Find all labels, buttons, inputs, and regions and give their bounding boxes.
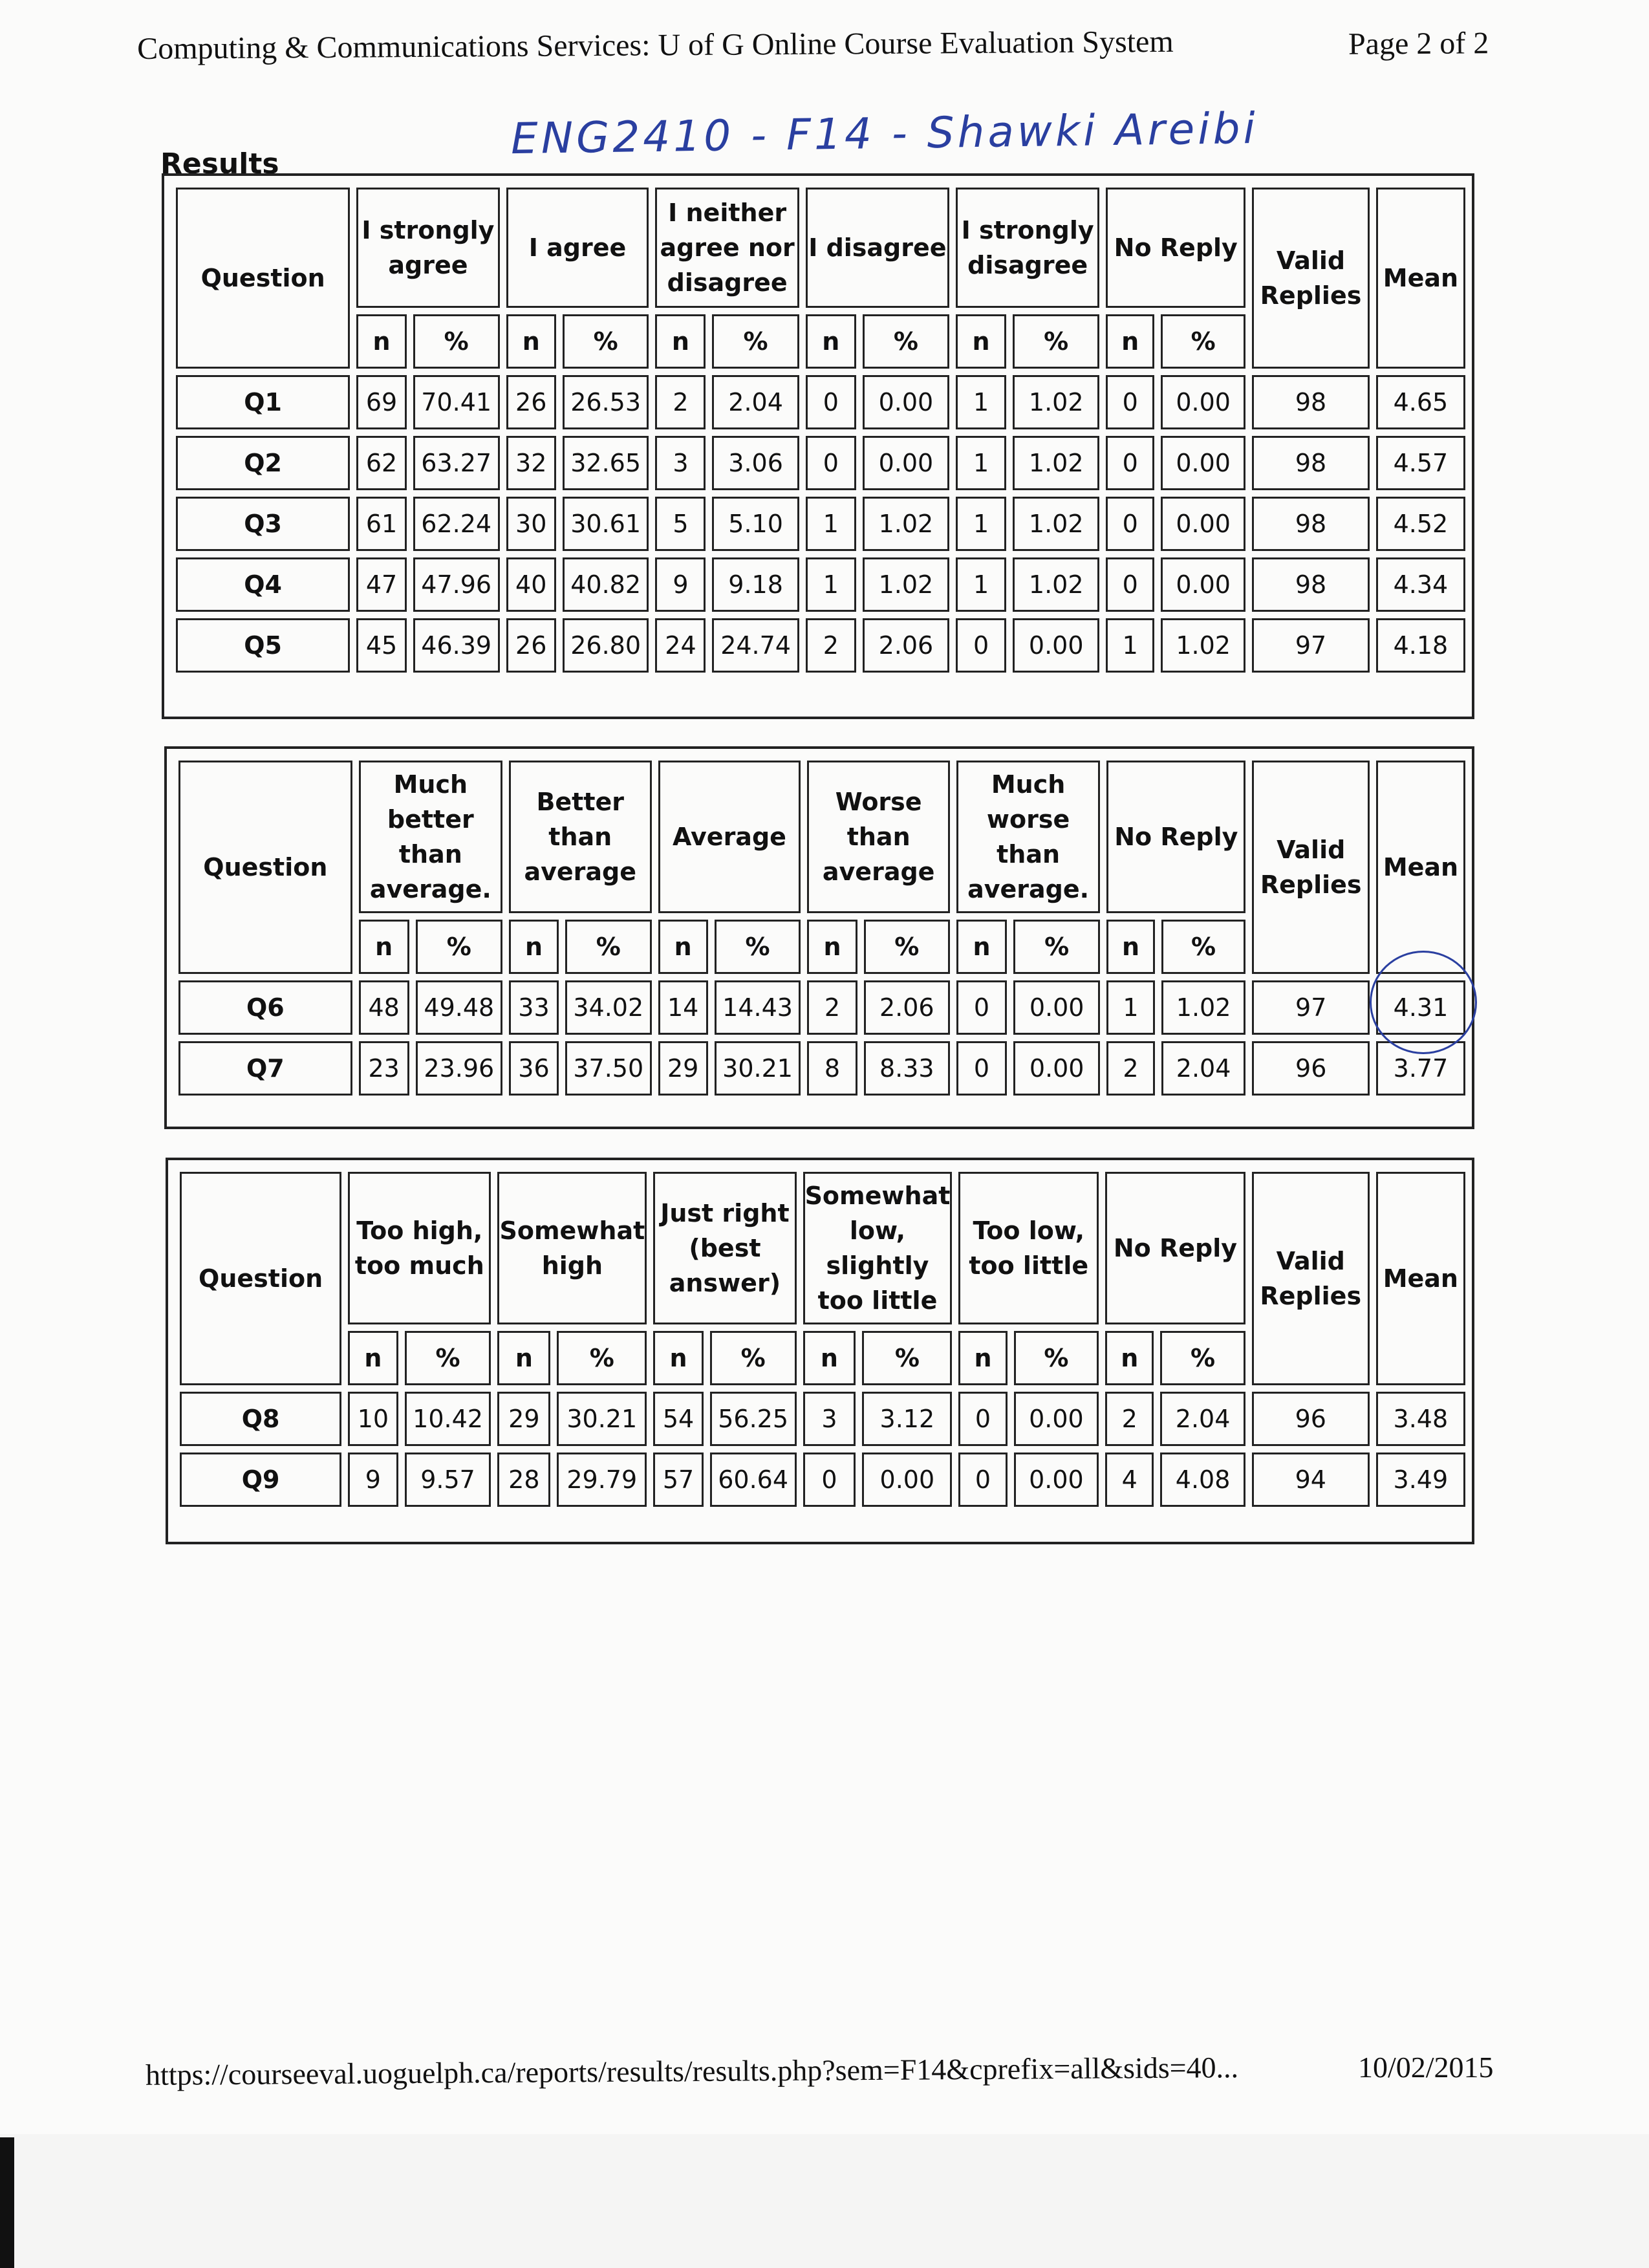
percent-cell: 32.65	[563, 436, 649, 490]
question-id: Q8	[180, 1392, 341, 1446]
percent-subheader: %	[862, 1331, 952, 1385]
percent-cell: 63.27	[413, 436, 500, 490]
percent-cell: 24.74	[712, 618, 799, 673]
column-header: Better than average	[509, 761, 652, 913]
percent-cell: 29.79	[557, 1453, 647, 1507]
valid-replies-cell: 96	[1252, 1392, 1370, 1446]
question-header: Question	[176, 188, 350, 369]
percent-subheader: %	[416, 920, 502, 974]
question-id: Q3	[176, 497, 350, 551]
count-cell: 36	[509, 1041, 559, 1096]
percent-cell: 0.00	[1161, 557, 1245, 612]
handwritten-circle-mark	[1370, 951, 1477, 1054]
percent-cell: 70.41	[413, 375, 500, 429]
percent-cell: 56.25	[710, 1392, 797, 1446]
column-header: Too low, too little	[958, 1172, 1099, 1324]
count-cell: 33	[509, 980, 559, 1035]
percent-cell: 26.80	[563, 618, 649, 673]
percent-cell: 30.21	[557, 1392, 647, 1446]
mean-cell: 3.77	[1376, 1041, 1465, 1096]
count-cell: 3	[655, 436, 706, 490]
count-cell: 28	[497, 1453, 550, 1507]
results-table-workload	[166, 1158, 1474, 1544]
column-header: I neither agree nor disagree	[655, 188, 799, 308]
percent-subheader: %	[563, 314, 649, 369]
question-id: Q6	[178, 980, 352, 1035]
valid-replies-header: Valid Replies	[1252, 761, 1370, 974]
column-header: Somewhat low, slightly too little	[803, 1172, 953, 1324]
count-subheader: n	[655, 314, 706, 369]
percent-cell: 0.00	[863, 436, 949, 490]
percent-subheader: %	[712, 314, 799, 369]
percent-cell: 10.42	[405, 1392, 491, 1446]
column-header: Just right (best answer)	[653, 1172, 796, 1324]
count-cell: 62	[356, 436, 406, 490]
valid-replies-cell: 97	[1252, 980, 1370, 1035]
count-cell: 5	[655, 497, 706, 551]
table-row	[176, 557, 1465, 612]
percent-cell: 1.02	[1013, 436, 1099, 490]
column-header: Average	[658, 761, 801, 913]
percent-cell: 0.00	[1013, 618, 1099, 673]
count-cell: 0	[958, 1392, 1007, 1446]
table-row	[176, 375, 1465, 429]
percent-cell: 0.00	[1161, 497, 1245, 551]
count-cell: 30	[506, 497, 556, 551]
valid-replies-cell: 96	[1252, 1041, 1370, 1096]
count-cell: 14	[658, 980, 708, 1035]
percent-cell: 2.06	[863, 618, 949, 673]
percent-cell: 23.96	[416, 1041, 502, 1096]
count-cell: 0	[958, 1453, 1007, 1507]
mean-header: Mean	[1376, 1172, 1465, 1385]
count-cell: 24	[655, 618, 706, 673]
mean-cell: 4.18	[1376, 618, 1465, 673]
count-subheader: n	[807, 920, 857, 974]
percent-subheader: %	[1013, 314, 1099, 369]
percent-cell: 30.61	[563, 497, 649, 551]
count-cell: 40	[506, 557, 556, 612]
count-subheader: n	[1105, 1331, 1154, 1385]
count-cell: 1	[956, 557, 1006, 612]
column-header: Much worse than average.	[956, 761, 1100, 913]
count-subheader: n	[956, 314, 1006, 369]
count-cell: 0	[956, 1041, 1007, 1096]
mean-header: Mean	[1376, 188, 1465, 369]
percent-cell: 1.02	[1013, 375, 1099, 429]
count-cell: 1	[1106, 618, 1154, 673]
mean-cell: 4.31	[1376, 980, 1465, 1035]
percent-subheader: %	[405, 1331, 491, 1385]
percent-subheader: %	[1161, 920, 1246, 974]
count-cell: 2	[1105, 1392, 1154, 1446]
page-header-title: Computing & Communications Services: U of G Online Course Evaluation System	[137, 24, 1174, 66]
percent-subheader: %	[1160, 1331, 1245, 1385]
count-cell: 69	[356, 375, 406, 429]
percent-cell: 9.18	[712, 557, 799, 612]
percent-cell: 3.12	[862, 1392, 952, 1446]
percent-cell: 30.21	[715, 1041, 801, 1096]
percent-cell: 0.00	[1014, 1392, 1099, 1446]
percent-subheader: %	[565, 920, 652, 974]
count-subheader: n	[509, 920, 559, 974]
mean-cell: 4.57	[1376, 436, 1465, 490]
column-header: No Reply	[1106, 761, 1245, 913]
question-header: Question	[180, 1172, 341, 1385]
column-header: I agree	[506, 188, 649, 308]
count-cell: 1	[806, 557, 856, 612]
valid-replies-cell: 98	[1252, 557, 1370, 612]
question-id: Q1	[176, 375, 350, 429]
count-subheader: n	[359, 920, 409, 974]
results-grid	[172, 754, 1472, 1102]
count-cell: 32	[506, 436, 556, 490]
column-header: I disagree	[806, 188, 949, 308]
results-heading: Results	[160, 147, 279, 180]
count-cell: 3	[803, 1392, 856, 1446]
table-row	[178, 1041, 1465, 1096]
mean-cell: 3.49	[1376, 1453, 1465, 1507]
mean-cell: 4.65	[1376, 375, 1465, 429]
percent-cell: 46.39	[413, 618, 500, 673]
scanner-edge	[0, 2137, 14, 2268]
column-header: Worse than average	[807, 761, 950, 913]
percent-cell: 0.00	[1013, 1041, 1100, 1096]
percent-subheader: %	[715, 920, 801, 974]
count-cell: 2	[1106, 1041, 1155, 1096]
count-cell: 29	[658, 1041, 708, 1096]
count-subheader: n	[958, 1331, 1007, 1385]
percent-cell: 47.96	[413, 557, 500, 612]
table-row	[176, 618, 1465, 673]
count-cell: 0	[1106, 375, 1154, 429]
percent-cell: 1.02	[1161, 618, 1245, 673]
mean-cell: 4.34	[1376, 557, 1465, 612]
column-header: I strongly disagree	[956, 188, 1099, 308]
valid-replies-cell: 94	[1252, 1453, 1370, 1507]
question-header: Question	[178, 761, 352, 974]
percent-subheader: %	[1014, 1331, 1099, 1385]
percent-cell: 1.02	[1013, 497, 1099, 551]
percent-subheader: %	[710, 1331, 797, 1385]
count-subheader: n	[348, 1331, 398, 1385]
count-subheader: n	[356, 314, 406, 369]
count-cell: 0	[1106, 497, 1154, 551]
column-header: No Reply	[1106, 188, 1245, 308]
table-row	[178, 980, 1465, 1035]
count-cell: 10	[348, 1392, 398, 1446]
column-header: I strongly agree	[356, 188, 499, 308]
count-cell: 45	[356, 618, 406, 673]
valid-replies-cell: 97	[1252, 618, 1370, 673]
percent-cell: 62.24	[413, 497, 500, 551]
count-cell: 2	[807, 980, 857, 1035]
count-cell: 23	[359, 1041, 409, 1096]
table-row	[180, 1453, 1465, 1507]
count-cell: 54	[653, 1392, 703, 1446]
count-cell: 0	[1106, 557, 1154, 612]
footer-date: 10/02/2015	[1358, 2051, 1494, 2084]
count-cell: 26	[506, 375, 556, 429]
percent-cell: 0.00	[863, 375, 949, 429]
valid-replies-cell: 98	[1252, 436, 1370, 490]
percent-cell: 2.04	[1161, 1041, 1246, 1096]
count-cell: 2	[806, 618, 856, 673]
table-row	[176, 497, 1465, 551]
percent-cell: 40.82	[563, 557, 649, 612]
percent-cell: 9.57	[405, 1453, 491, 1507]
count-cell: 8	[807, 1041, 857, 1096]
column-header: No Reply	[1105, 1172, 1245, 1324]
valid-replies-header: Valid Replies	[1252, 188, 1370, 369]
valid-replies-cell: 98	[1252, 497, 1370, 551]
percent-subheader: %	[413, 314, 500, 369]
percent-cell: 1.02	[863, 557, 949, 612]
count-subheader: n	[506, 314, 556, 369]
table-row	[176, 436, 1465, 490]
question-id: Q4	[176, 557, 350, 612]
count-cell: 29	[497, 1392, 550, 1446]
count-cell: 0	[803, 1453, 856, 1507]
count-cell: 1	[956, 436, 1006, 490]
count-subheader: n	[806, 314, 856, 369]
question-id: Q2	[176, 436, 350, 490]
percent-cell: 37.50	[565, 1041, 652, 1096]
percent-cell: 60.64	[710, 1453, 797, 1507]
percent-subheader: %	[557, 1331, 647, 1385]
footer-url: https://courseeval.uoguelph.ca/reports/results/results.php?sem=F14&cprefix=all&sids=40...	[145, 2051, 1239, 2091]
count-cell: 4	[1105, 1453, 1154, 1507]
question-id: Q9	[180, 1453, 341, 1507]
mean-cell: 3.48	[1376, 1392, 1465, 1446]
column-header: Much better than average.	[359, 761, 502, 913]
percent-cell: 14.43	[715, 980, 801, 1035]
percent-subheader: %	[863, 314, 949, 369]
percent-subheader: %	[1013, 920, 1100, 974]
count-cell: 2	[655, 375, 706, 429]
scanner-bed	[0, 2134, 1649, 2268]
count-cell: 48	[359, 980, 409, 1035]
percent-cell: 0.00	[1013, 980, 1100, 1035]
question-id: Q5	[176, 618, 350, 673]
column-header: Somewhat high	[497, 1172, 647, 1324]
percent-cell: 34.02	[565, 980, 652, 1035]
percent-cell: 2.04	[712, 375, 799, 429]
percent-cell: 49.48	[416, 980, 502, 1035]
percent-cell: 0.00	[1014, 1453, 1099, 1507]
percent-cell: 0.00	[1161, 375, 1245, 429]
count-subheader: n	[1106, 314, 1154, 369]
count-cell: 0	[806, 375, 856, 429]
results-table-comparison	[164, 746, 1474, 1129]
results-table-agreement	[162, 173, 1474, 719]
valid-replies-header: Valid Replies	[1252, 1172, 1370, 1385]
mean-cell: 4.52	[1376, 497, 1465, 551]
percent-cell: 0.00	[862, 1453, 952, 1507]
percent-cell: 1.02	[1161, 980, 1246, 1035]
percent-cell: 1.02	[1013, 557, 1099, 612]
count-cell: 0	[956, 980, 1007, 1035]
valid-replies-cell: 98	[1252, 375, 1370, 429]
percent-cell: 3.06	[712, 436, 799, 490]
percent-subheader: %	[1161, 314, 1245, 369]
percent-subheader: %	[864, 920, 950, 974]
percent-cell: 2.06	[864, 980, 950, 1035]
percent-cell: 1.02	[863, 497, 949, 551]
count-cell: 9	[348, 1453, 398, 1507]
count-cell: 0	[806, 436, 856, 490]
count-subheader: n	[1106, 920, 1155, 974]
count-cell: 1	[956, 497, 1006, 551]
count-cell: 9	[655, 557, 706, 612]
results-grid	[169, 181, 1472, 679]
count-cell: 61	[356, 497, 406, 551]
percent-cell: 4.08	[1160, 1453, 1245, 1507]
percent-cell: 8.33	[864, 1041, 950, 1096]
count-subheader: n	[803, 1331, 856, 1385]
percent-cell: 26.53	[563, 375, 649, 429]
handwritten-course-note: ENG2410 - F14 - Shawki Areibi	[510, 103, 1259, 164]
mean-header: Mean	[1376, 761, 1465, 974]
column-header: Too high, too much	[348, 1172, 491, 1324]
count-cell: 1	[806, 497, 856, 551]
count-cell: 1	[956, 375, 1006, 429]
count-subheader: n	[658, 920, 708, 974]
count-cell: 1	[1106, 980, 1155, 1035]
count-subheader: n	[497, 1331, 550, 1385]
count-cell: 57	[653, 1453, 703, 1507]
table-row	[180, 1392, 1465, 1446]
count-cell: 0	[956, 618, 1006, 673]
results-grid	[173, 1165, 1472, 1513]
question-id: Q7	[178, 1041, 352, 1096]
percent-cell: 5.10	[712, 497, 799, 551]
percent-cell: 0.00	[1161, 436, 1245, 490]
count-cell: 0	[1106, 436, 1154, 490]
page-number: Page 2 of 2	[1348, 26, 1489, 61]
count-subheader: n	[956, 920, 1007, 974]
count-subheader: n	[653, 1331, 703, 1385]
percent-cell: 2.04	[1160, 1392, 1245, 1446]
count-cell: 47	[356, 557, 406, 612]
count-cell: 26	[506, 618, 556, 673]
